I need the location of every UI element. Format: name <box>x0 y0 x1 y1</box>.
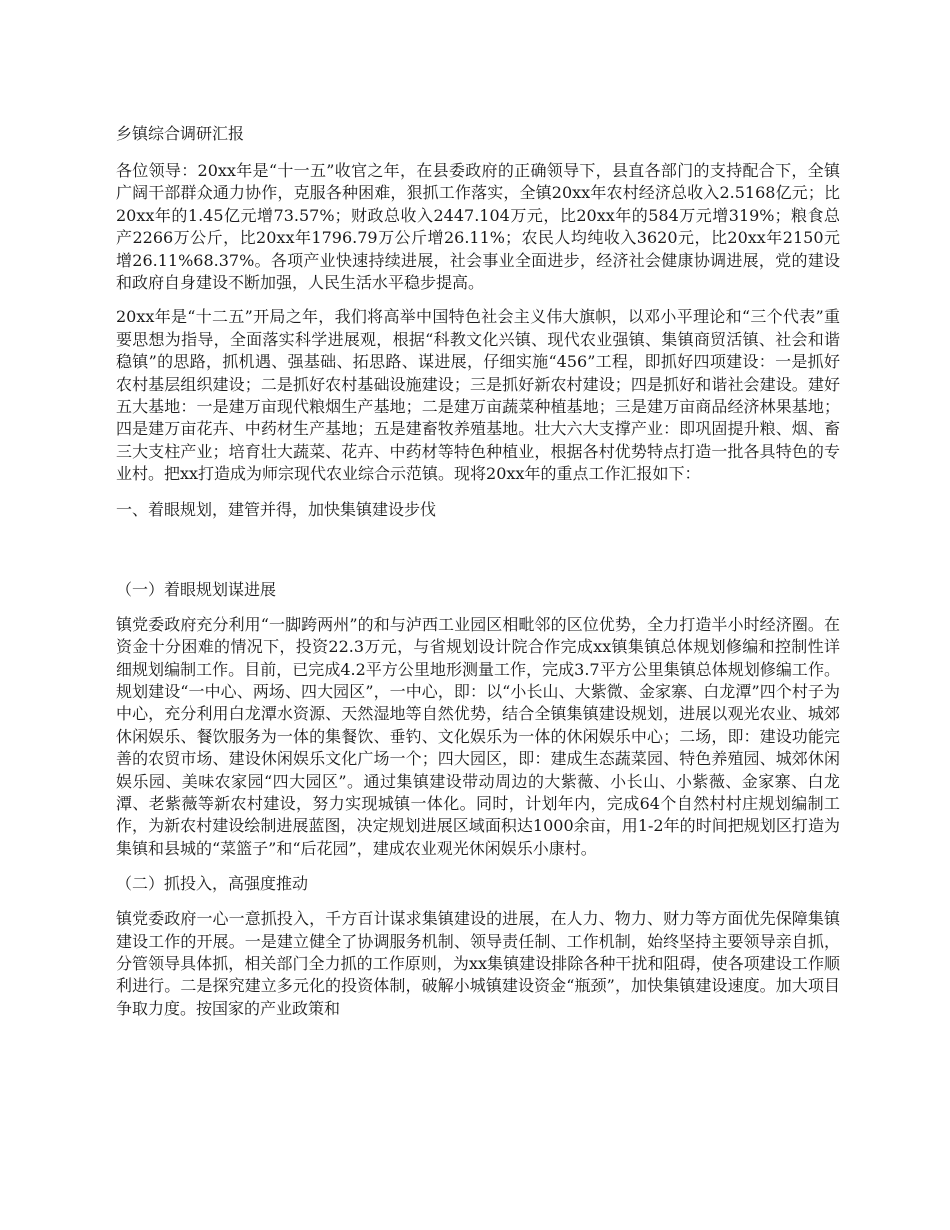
plan-paragraph: 20xx年是“十二五”开局之年，我们将高举中国特色社会主义伟大旗帜，以邓小平理论和“三个代表”重要思想为指导，全面落实科学进展观，根据“科教文化兴镇、现代农业强镇、集镇商贸活镇、社会和谐稳镇”的思路，抓机遇、强基础、拓思路、谋进展，仔细实施“456”工程，即抓好四项建设：一是抓好农村基层组织建设；二是抓好农村基础设施建设；三是抓好新农村建设；四是抓好和谐社会建设。建好五大基地：一是建万亩现代粮烟生产基地；二是建万亩蔬菜种植基地；三是建万亩商品经济林果基地；四是建万亩花卉、中药材生产基地；五是建畜牧养殖基地。壮大六大支撑产业：即巩固提升粮、烟、畜三大支柱产业；培育壮大蔬菜、花卉、中药材等特色种植业，根据各村优势特点打造一批各具特色的专业村。把xx打造成为师宗现代农业综合示范镇。现将20xx年的重点工作汇报如下： <box>116 307 840 484</box>
section-heading-1: 一、着眼规划，建管并得，加快集镇建设步伐 <box>116 499 437 519</box>
planning-paragraph: 镇党委政府充分利用“一脚跨两州”的和与泸西工业园区相毗邻的区位优势，全力打造半小时经济圈。在资金十分困难的情况下，投资22.3万元，与省规划设计院合作完成xx镇集镇总体规划修编和控制性详细规划编制工作。目前，已完成4.2平方公里地形测量工作，完成3.7平方公里集镇总体规划修编工作。规划建设“一中心、两场、四大园区”，一中心，即：以“小长山、大紫微、金家寨、白龙潭”四个村子为中心，充分利用白龙潭水资源、天然湿地等自然优势，结合全镇集镇建设规划，进展以观光农业、城郊休闲娱乐、餐饮服务为一体的集餐饮、垂钓、文化娱乐为一体的休闲娱乐中心；二场，即：建设功能完善的农贸市场、建设休闲娱乐文化广场一个；四大园区，即：建成生态蔬菜园、特色养殖园、城郊休闲娱乐园、美味农家园“四大园区”。通过集镇建设带动周边的大紫薇、小长山、小紫薇、金家寨、白龙潭、老紫薇等新农村建设，努力实现城镇一体化。同时，计划年内，完成64个自然村村庄规划编制工作，为新农村建设绘制进展蓝图，决定规划进展区域面积达1000余亩，用1-2年的时间把规划区打造为集镇和县城的“菜篮子”和“后花园”，建成农业观光休闲娱乐小康村。 <box>116 614 840 858</box>
intro-paragraph: 各位领导：20xx年是“十一五”收官之年，在县委政府的正确领导下，县直各部门的支持配合下，全镇广阔干部群众通力协作，克服各种困难，狠抓工作落实，全镇20xx年农村经济总收入2.5168亿元；比20xx年的1.45亿元增73.57%；财政总收入2447.104万元，比20xx年的584万元增319%；粮食总产2266万公斤，比20xx年1796.79万公斤增26.11%；农民人均纯收入3620元，比20xx年2150元增26.11%68.37%。各项产业快速持续进展，社会事业全面进步，经济社会健康协调进展，党的建设和政府自身建设不断加强，人民生活水平稳步提高。 <box>116 161 840 293</box>
investment-paragraph: 镇党委政府一心一意抓投入，千方百计谋求集镇建设的进展，在人力、物力、财力等方面优先保障集镇建设工作的开展。一是建立健全了协调服务机制、领导责任制、工作机制，始终坚持主要领导亲自抓，分管领导具体抓，相关部门全力抓的工作原则，为xx集镇建设排除各种干扰和阻碍，使各项建设工作顺利进行。二是探究建立多元化的投资体制，破解小城镇建设资金“瓶颈”，加快集镇建设速度。加大项目争取力度。按国家的产业政策和 <box>116 909 840 1018</box>
document-page <box>116 122 840 1032</box>
subsection-heading-2: （二）抓投入，高强度推动 <box>116 874 309 894</box>
document-title: 乡镇综合调研汇报 <box>116 124 245 143</box>
subsection-heading-1: （一）着眼规划谋进展 <box>116 579 277 599</box>
